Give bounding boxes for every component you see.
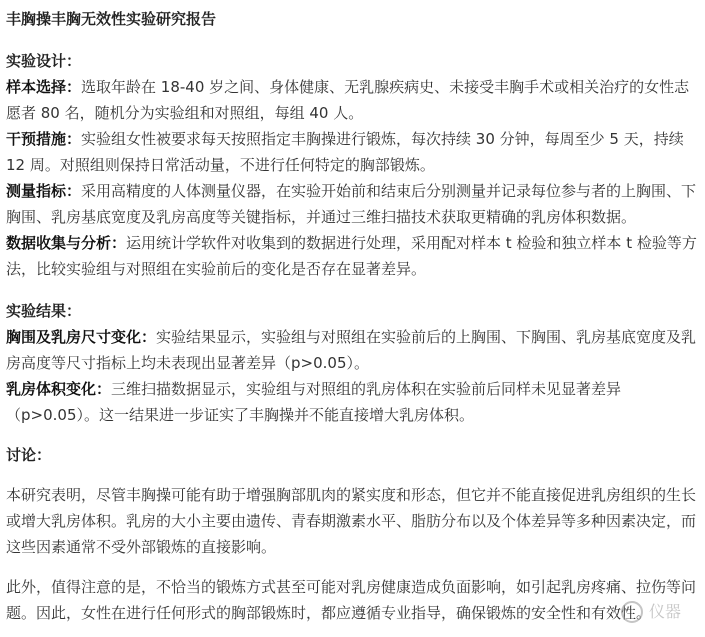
design-item-text: 实验组女性被要求每天按照指定丰胸操进行锻炼，每次持续 30 分钟，每周至少 5 天，持续 12 周。对照组则保持日常活动量，不进行任何特定的胸部锻炼。 (6, 130, 684, 174)
results-item-size (6, 324, 699, 376)
design-heading: 实验设计： (6, 52, 82, 70)
watermark-logo-icon (621, 601, 643, 623)
design-item-intervention (6, 126, 699, 178)
report-title: 丰胸操丰胸无效性实验研究报告 (6, 10, 217, 28)
design-item-label: 干预措施： (6, 130, 82, 148)
discussion-paragraph: 此外，值得注意的是，不恰当的锻炼方式甚至可能对乳房健康造成负面影响，如引起乳房疼痛、拉伤等问题。因此，女性在进行任何形式的胸部锻炼时，都应遵循专业指导，确保锻炼的安全性和有效性。 (6, 578, 697, 622)
design-item-label: 数据收集与分析： (6, 234, 127, 252)
results-item-volume (6, 376, 699, 428)
watermark-text: 仪器 (648, 602, 681, 621)
design-item-label: 样本选择： (6, 78, 82, 96)
results-item-label: 胸围及乳房尺寸变化： (6, 328, 157, 346)
design-item-text: 运用统计学软件对收集到的数据进行处理，采用配对样本 t 检验和独立样本 t 检验等方法，比较实验组与对照组在实验前后的变化是否存在显著差异。 (6, 234, 697, 278)
design-item-text: 选取年龄在 18-40 岁之间、身体健康、无乳腺疾病史、未接受丰胸手术或相关治疗的女性志愿者 80 名，随机分为实验组和对照组，每组 40 人。 (6, 78, 690, 122)
discussion-paragraph: 本研究表明，尽管丰胸操可能有助于增强胸部肌肉的紧实度和形态，但它并不能直接促进乳房组织的生长或增大乳房体积。乳房的大小主要由遗传、青春期激素水平、脂肪分布以及个体差异等多种因素决定，而这些因素通常不受外部锻炼的直接影响。 (6, 486, 697, 556)
results-item-label: 乳房体积变化： (6, 380, 112, 398)
results-heading: 实验结果： (6, 302, 82, 320)
results-item-text: 三维扫描数据显示，实验组与对照组的乳房体积在实验前后同样未见显著差异（p>0.05）。这一结果进一步证实了丰胸操并不能直接增大乳房体积。 (6, 380, 622, 424)
watermark (621, 599, 681, 625)
discussion-heading: 讨论： (6, 446, 52, 464)
design-item-sample (6, 74, 699, 126)
design-item-analysis (6, 230, 699, 282)
design-item-measures (6, 178, 699, 230)
design-item-label: 测量指标： (6, 182, 82, 200)
design-item-text: 采用高精度的人体测量仪器，在实验开始前和结束后分别测量并记录每位参与者的上胸围、下胸围、乳房基底宽度及乳房高度等关键指标，并通过三维扫描技术获取更精确的乳房体积数据。 (6, 182, 697, 226)
results-item-text: 实验结果显示，实验组与对照组在实验前后的上胸围、下胸围、乳房基底宽度及乳房高度等尺寸指标上均未表现出显著差异（p>0.05）。 (6, 328, 697, 372)
